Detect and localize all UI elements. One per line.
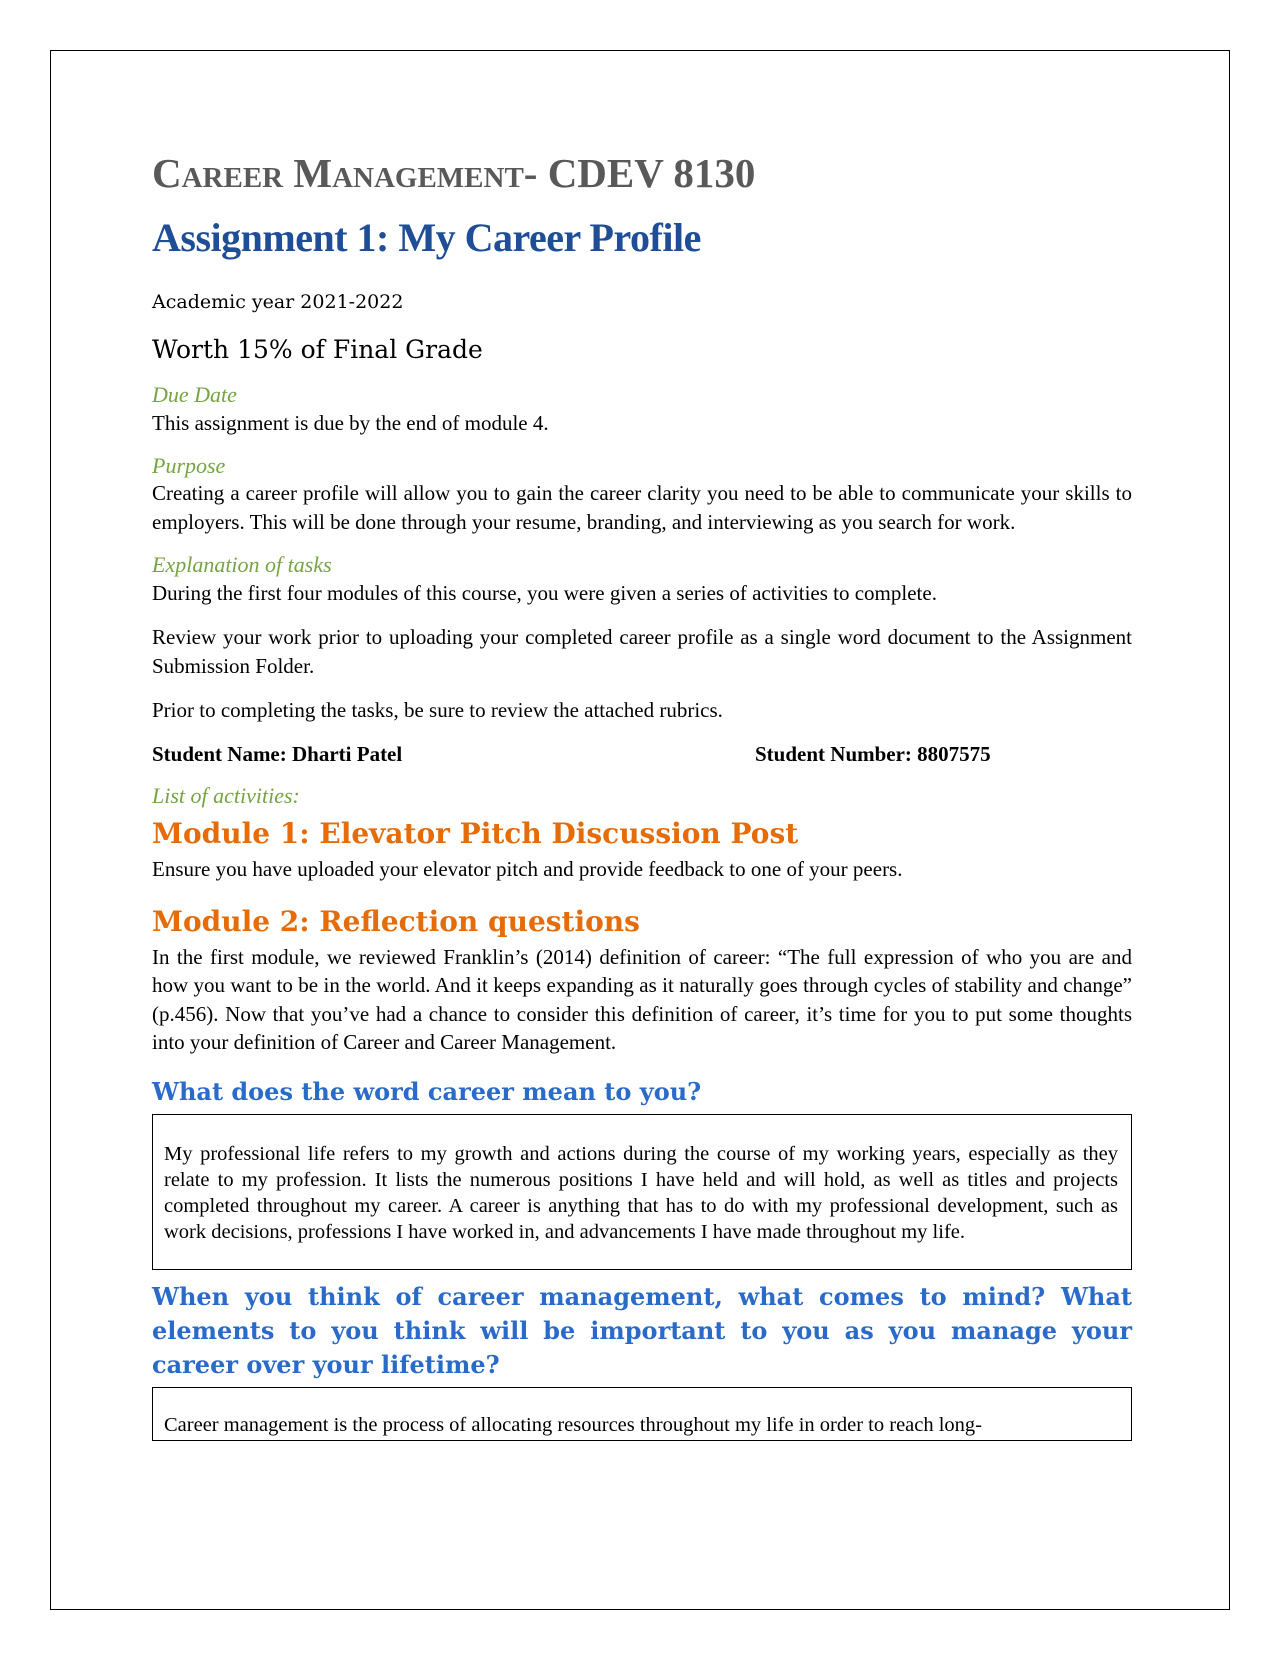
explanation-label: Explanation of tasks [152,552,332,578]
grade-weight: Worth 15% of Final Grade [152,335,483,365]
question2-heading: When you think of career management, what comes to mind? What elements to you think will be important to you as you manage your career over your lifetime? [152,1282,1132,1379]
module1-heading: Module 1: Elevator Pitch Discussion Post [152,817,799,851]
due-date-text: This assignment is due by the end of module 4. [152,410,549,435]
module2-heading: Module 2: Reflection questions [152,905,640,939]
due-date-label: Due Date [152,382,237,408]
module1-text: Ensure you have uploaded your elevator pitch and provide feedback to one of your peers. [152,856,903,881]
academic-year: Academic year 2021-2022 [152,291,404,314]
activities-label: List of activities: [152,782,300,808]
document-body [152,150,1132,1441]
explanation-paragraph: Prior to completing the tasks, be sure to review the attached rubrics. [152,698,723,723]
assignment-title: Assignment 1: My Career Profile [152,215,701,261]
course-title: Career Management- CDEV 8130 [152,150,756,196]
purpose-label: Purpose [152,453,226,479]
student-info [152,742,1132,767]
answer2-box[interactable] [152,1387,1132,1441]
student-number: Student Number: 8807575 [755,741,991,766]
student-name: Student Name: Dharti Patel [152,741,403,766]
answer2-text: Career management is the process of allocating resources throughout my life in order to reach long- [164,1414,983,1437]
module2-text: In the first module, we reviewed Franklin’s (2014) definition of career: “The full expression of who you are and how you want to be in the world. And it keeps expanding as it naturally goes through cycles of stability and change” (p.456). Now that you’ve had a chance to consider this definition of career, it’s time for you to put some thoughts into your definition of Career and Career Management. [152,944,1132,1055]
question1-heading: What does the word career mean to you? [152,1076,702,1106]
answer1-box[interactable] [152,1114,1132,1270]
answer1-text: My professional life refers to my growth and actions during the course of my working years, especially as they relate to my profession. It lists the numerous positions I have held and will hold, as well as titles and projects completed throughout my career. A career is anything that has to do with my professional development, such as work decisions, professions I have worked in, and advancements I have made throughout my life. [164,1143,1118,1244]
purpose-text: Creating a career profile will allow you to gain the career clarity you need to be able to communicate your skills to employers. This will be done through your resume, branding, and interviewing as you search for work. [152,481,1132,534]
explanation-paragraph: Review your work prior to uploading your completed career profile as a single word document to the Assignment Submission Folder. [152,625,1132,678]
explanation-paragraph: During the first four modules of this course, you were given a series of activities to complete. [152,580,937,605]
